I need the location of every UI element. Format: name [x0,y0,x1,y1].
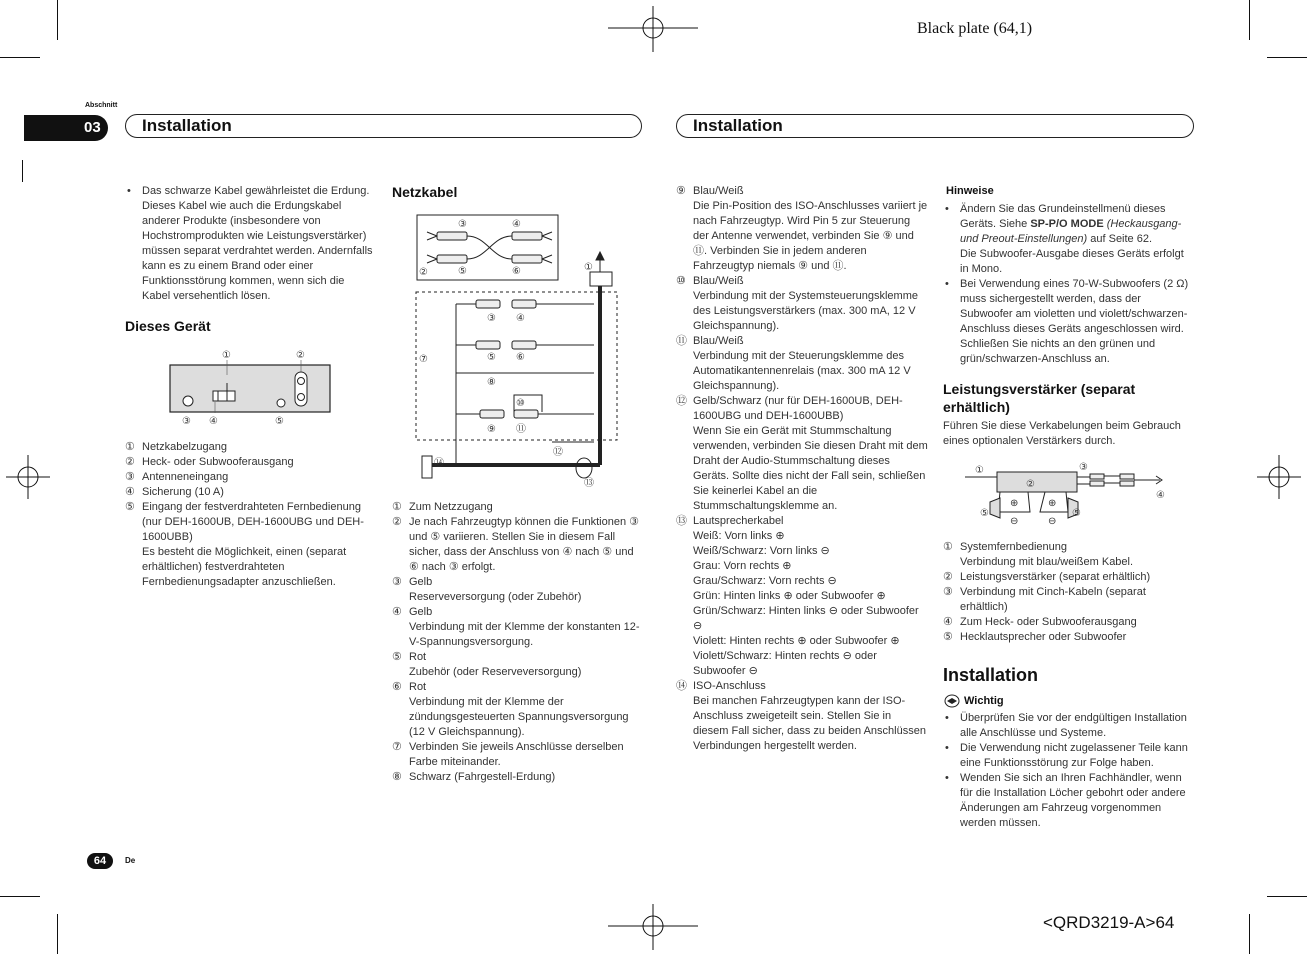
netzkabel-heading: Netzkabel [392,184,458,200]
amp-callout: ④ [1156,490,1165,501]
item-text: Verbindung mit der Klemme der konstanten 12-V-Spannungsversorgung. [409,621,640,648]
item-number: ⑧ [392,771,402,783]
col1-bullet: • Das schwarze Kabel gewährleistet die Erdung. Dieses Kabel wie auch die Erdungskabel anderer Produkte (insbesondere von Hochstromprodukten wie Leistungsverstärker) müssen separat verdrahtet werden. Andernfalls kann es zu einem Brand oder einer Funktionsstörung kommen, wenn sich die Kabel versehentlich lösen. [125,184,375,304]
wiring-callout: ⑧ [487,377,496,388]
item-text: Grün/Schwarz: Hinten links ⊖ oder Subwoofer ⊖ [693,605,919,632]
netzkabel-item [392,740,642,770]
note-text: auf Seite 62. [1087,233,1153,245]
item-number: ③ [943,586,953,598]
item-text: Netzkabelzugang [142,441,228,453]
item-text: Blau/Weiß [693,275,744,287]
amp-item [943,540,1195,570]
item-text: Verbindung mit der Steuerungsklemme des Automatikantennenrelais (max. 300 mA 12 V Gleichspannung). [693,350,911,392]
item-number: ⑤ [125,501,135,513]
plate-label: Black plate (64,1) [917,20,1033,37]
amp-intro: Führen Sie diese Verkabelungen beim Gebrauch eines optionalen Verstärkers durch. [943,420,1181,447]
item-number: ② [392,516,402,528]
item-text: Verbindung mit Cinch-Kabeln (separat erhältlich) [960,586,1146,613]
minus-icon: ⊖ [1048,516,1057,527]
item-number: ④ [125,486,135,498]
wiring-callout: ④ [512,219,521,230]
item-text: Eingang der festverdrahteten Fernbedienung (nur DEH-1600UB, DEH-1600UBG und DEH-1600UBB) [142,501,364,543]
item-number: ⑩ [676,275,686,287]
device-diagram [165,345,337,430]
item-text: Verbindung mit der Klemme der zündungsgesteuerten Spannungsversorgung (12 V Gleichspannung). [409,696,629,738]
amp-diagram [960,456,1175,532]
item-number: ⑪ [676,335,687,347]
item-text: Blau/Weiß [693,185,744,197]
device-callout: ② [296,350,305,361]
document-code: <QRD3219-A>64 [1043,913,1175,932]
item-number: ⑦ [392,741,402,753]
item-text: Es besteht die Möglichkeit, einen (separat erhältlichen) festverdrahteten Fernbedienungsadapter anzuschließen. [142,546,347,588]
item-text: Systemfernbedienung [960,541,1068,553]
device-callout: ① [222,350,231,361]
item-text: Rot [409,681,427,693]
notes-heading: Hinweise [946,185,994,197]
netzkabel-item [392,770,642,785]
device-item [125,500,375,590]
item-text: Wenn Sie ein Gerät mit Stummschaltung verwenden, verbinden Sie diesen Draht mit dem Draht der Audio-Stummschaltung dieses Geräts. Sollte dies nicht der Fall sein, schließen Sie keinerlei Kabel an die Stummschaltungsklemme an. [693,425,928,512]
section-number: 03 [84,119,101,136]
netzkabel-item-list [392,500,642,785]
item-text: Grau: Vorn rechts ⊕ [693,560,792,572]
item-number: ⑤ [392,651,402,663]
item-text: Reserveversorgung (oder Zubehör) [409,591,582,603]
warning-icon [943,694,961,708]
device-item-list [125,440,375,590]
item-text: Violett: Hinten rechts ⊕ oder Subwoofer ⊕ [693,635,900,647]
wiring-callout: ⑩ [516,398,525,409]
wiring-callout: ⑪ [516,424,526,435]
item-number: ④ [392,606,402,618]
item-text: Grau/Schwarz: Vorn rechts ⊖ [693,575,837,587]
page-number-badge: 64 [87,853,113,869]
item-text: Zum Heck- oder Subwooferausgang [960,616,1137,628]
device-item [125,440,375,455]
device-callout: ⑤ [275,416,284,427]
amp-callout: ⑤ [1072,508,1081,519]
amp-callout: ① [975,465,984,476]
install-heading: Installation [943,665,1039,685]
wiring-callout: ⑫ [553,447,563,458]
header-left-title: Installation [142,116,232,135]
important-list [943,711,1195,831]
item-text: Gelb [409,606,433,618]
wire-item [676,334,928,394]
amp-item [943,585,1195,615]
section-label: Abschnitt [85,102,118,109]
important-label: Wichtig [964,695,1004,707]
item-text: Schwarz (Fahrgestell-Erdung) [409,771,556,783]
minus-icon: ⊖ [1010,516,1019,527]
wiring-callout: ① [584,262,593,273]
item-text: Verbinden Sie jeweils Anschlüsse derselben Farbe miteinander. [409,741,624,768]
important-item: • Überprüfen Sie vor der endgültigen Installation alle Anschlüsse und Systeme. [943,711,1195,741]
amp-heading: Leistungsverstärker (separat erhältlich) [943,381,1136,415]
wiring-callout: ⑤ [487,352,496,363]
wiring-callout: ③ [487,313,496,324]
item-text: Grün: Hinten links ⊕ oder Subwoofer ⊕ [693,590,886,602]
language-label: De [125,856,136,865]
wire-item [676,394,928,514]
col1-bullet-list [125,184,375,304]
item-text: Zum Netzzugang [409,501,493,513]
wiring-callout: ⑨ [487,424,496,435]
plus-icon: ⊕ [1010,498,1019,509]
device-item [125,485,375,500]
item-number: ② [125,456,135,468]
item-number: ① [943,541,953,553]
item-text: Violett/Schwarz: Hinten rechts ⊖ oder Subwoofer ⊖ [693,650,877,677]
wiring-diagram [412,210,627,492]
netzkabel-item [392,605,642,650]
item-number: ⑨ [676,185,686,197]
note-menu-desc: (Heckausgang- und Preout-Einstellungen) [960,218,1182,245]
item-number: ② [943,571,953,583]
netzkabel-item [392,515,642,575]
wiring-callout: ⑥ [512,266,521,277]
netzkabel-item [392,500,642,515]
item-number: ⑭ [676,680,687,692]
wiring-callout: ⑥ [516,352,525,363]
amp-callout: ⑤ [980,508,989,519]
item-text: Leistungsverstärker (separat erhältlich) [960,571,1151,583]
wiring-callout: ② [419,267,428,278]
item-text: Weiß: Vorn links ⊕ [693,530,785,542]
header-right-title: Installation [693,116,783,135]
item-number: ⑤ [943,631,953,643]
section-tab [24,115,108,141]
item-text: Bei manchen Fahrzeugtypen kann der ISO-Anschluss zweigeteilt sein. Stellen Sie in diesem Fall sicher, dass zu beiden Anschlüssen Verbindungen hergestellt werden. [693,695,926,752]
wiring-callout: ④ [516,313,525,324]
netzkabel-item [392,680,642,740]
device-callout: ③ [182,416,191,427]
wire-item [676,274,928,334]
item-number: ③ [125,471,135,483]
note-menu-name: SP-P/O MODE [1030,218,1104,230]
device-item [125,455,375,470]
item-text: Weiß/Schwarz: Vorn links ⊖ [693,545,830,557]
item-text: Gelb [409,576,433,588]
wire-item [676,679,928,754]
item-number: ⑫ [676,395,687,407]
note-text: Die Subwoofer-Ausgabe dieses Geräts erfolgt in Mono. [960,248,1184,275]
wiring-callout: ⑤ [458,266,467,277]
item-text: Verbindung mit blau/weißem Kabel. [960,556,1134,568]
amp-item [943,570,1195,585]
wire-item [676,514,928,679]
device-heading: Dieses Gerät [125,318,211,334]
note-item [943,202,1195,277]
item-text: Zubehör (oder Reserveversorgung) [409,666,582,678]
wiring-callout: ⑦ [419,354,428,365]
important-label-row [943,694,1004,708]
important-item: • Die Verwendung nicht zugelassener Teile kann eine Funktionsstörung zur Folge haben. [943,741,1195,771]
item-text: ISO-Anschluss [693,680,766,692]
item-number: ① [392,501,402,513]
item-text: Rot [409,651,427,663]
item-text: Die Pin-Position des ISO-Anschlusses variiert je nach Fahrzeugtyp. Wird Pin 5 zur Steuerung der Antenne verwendet, verbinden Sie ⑨ und ⑪. Verbinden Sie in jedem anderen Fahrzeugtyp niemals ⑨ und ⑪. [693,200,928,272]
note-item: • Bei Verwendung eines 70-W-Subwoofers (2 Ω) muss sichergestellt werden, dass der Subwoofer am violetten und violett/schwarzen-Anschluss dieses Geräts angeschlossen wird. Schließen Sie nichts an den grünen und grün/schwarzen-Anschluss an. [943,277,1195,367]
wire-item-list [676,184,928,754]
device-item [125,470,375,485]
item-number: ③ [392,576,402,588]
device-callout: ④ [209,416,218,427]
plus-icon: ⊕ [1048,498,1057,509]
item-text: Lautsprecherkabel [693,515,784,527]
item-text: Verbindung mit der Systemsteuerungsklemme des Leistungsverstärkers (max. 300 mA, 12 V Gleichspannung). [693,290,918,332]
wiring-callout: ⑭ [434,458,444,469]
item-text: Gelb/Schwarz (nur für DEH-1600UB, DEH-1600UBG und DEH-1600UBB) [693,395,903,422]
item-number: ④ [943,616,953,628]
notes-list [943,202,1195,367]
item-text: Blau/Weiß [693,335,744,347]
amp-callout: ③ [1079,462,1088,473]
netzkabel-item [392,650,642,680]
amp-item-list [943,540,1195,645]
amp-callout: ② [1026,479,1035,490]
item-number: ⑬ [676,515,687,527]
item-number: ① [125,441,135,453]
item-text: Antenneneingang [142,471,229,483]
item-text: Je nach Fahrzeugtyp können die Funktionen ③ und ⑤ variieren. Stellen Sie in diesem Fall sicher, dass der Anschluss von ④ nach ⑤ und ⑥ nach ③ erfolgt. [409,516,640,573]
item-text: Sicherung (10 A) [142,486,224,498]
item-text: Hecklautsprecher oder Subwoofer [960,631,1127,643]
important-item: • Wenden Sie sich an Ihren Fachhändler, wenn für die Installation Löcher gebohrt oder andere Änderungen am Fahrzeug vorgenommen werden müssen. [943,771,1195,831]
wiring-callout: ③ [458,219,467,230]
item-text: Heck- oder Subwooferausgang [142,456,294,468]
netzkabel-item [392,575,642,605]
amp-item [943,630,1195,645]
note-text: Ändern Sie das Grundeinstellmenü dieses Geräts. Siehe [960,203,1166,230]
wiring-callout: ⑬ [584,478,594,489]
item-number: ⑥ [392,681,402,693]
amp-item [943,615,1195,630]
wire-item [676,184,928,274]
